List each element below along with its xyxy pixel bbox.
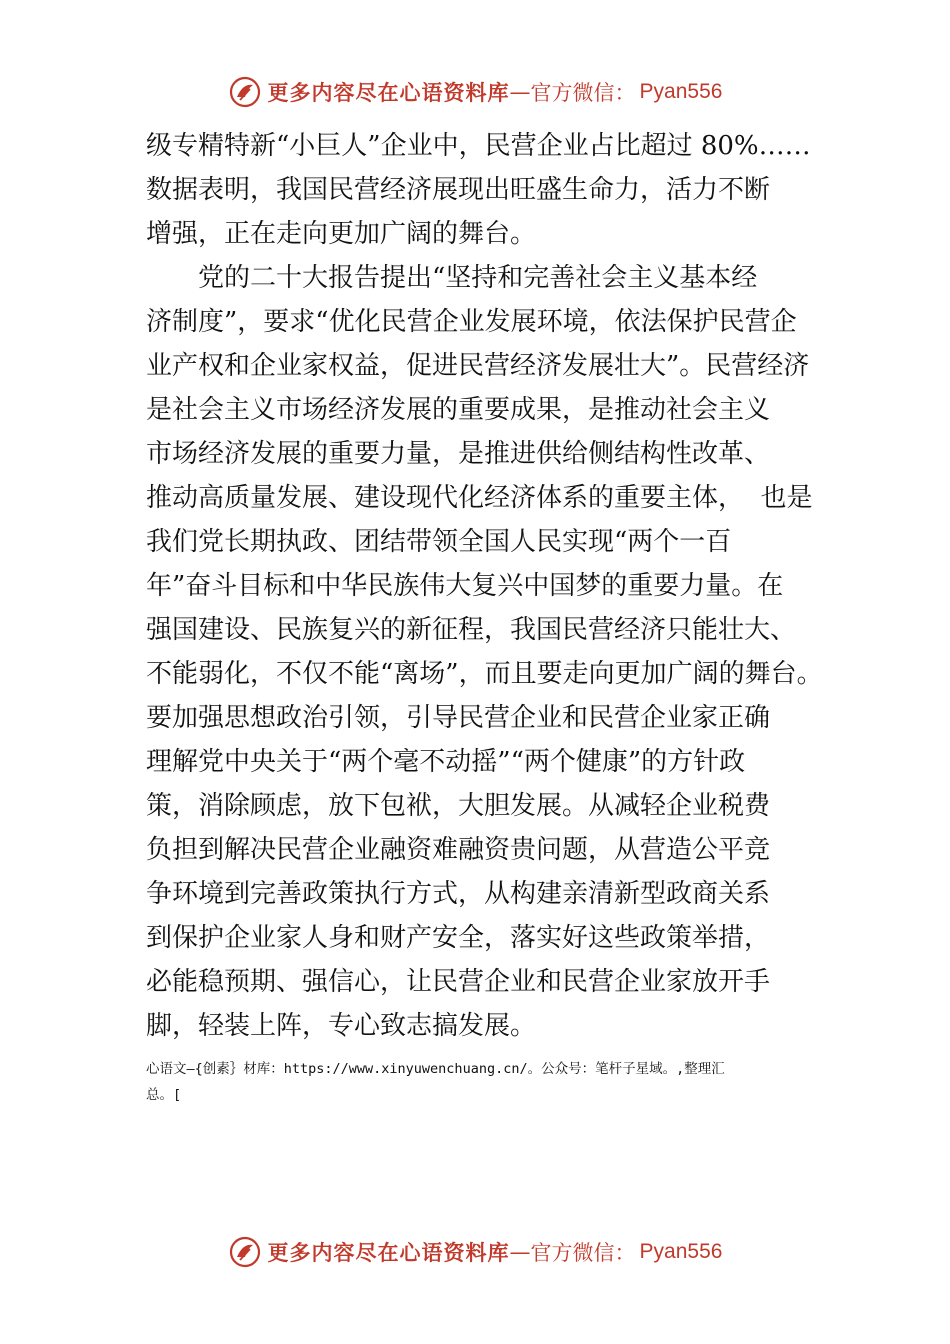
- body-line: 争环境到完善政策执行方式，从构建亲清新型政商关系: [146, 879, 771, 909]
- body-line: 级专精特新“小巨人”企业中，民营企业占比超过 80%……: [146, 131, 811, 161]
- body-line: 数据表明，我国民营经济展现出旺盛生命力，活力不断: [146, 175, 771, 205]
- body-line: 不能弱化，不仅不能“离场”，而且要走向更加广阔的舞台。: [146, 659, 823, 689]
- body-line: 业产权和企业家权益，促进民营经济发展壮大”。民营经济: [146, 351, 810, 381]
- banner-wechat-id: Pyan556: [639, 80, 723, 103]
- source-note-line-2: 总。[: [146, 1087, 182, 1103]
- body-line: 年”奋斗目标和中华民族伟大复兴中国梦的重要力量。在: [146, 571, 784, 601]
- body-line: 市场经济发展的重要力量，是推进供给侧结构性改革、: [146, 439, 771, 469]
- banner-separator: —: [509, 1240, 531, 1264]
- footer-banner: [0, 1230, 950, 1274]
- brand-logo-icon: [228, 75, 262, 109]
- body-line: 脚，轻装上阵，专心致志搞发展。: [146, 1011, 537, 1041]
- banner-wechat-label: 官方微信：: [530, 1241, 636, 1265]
- body-line: 济制度”，要求“优化民营企业发展环境，依法保护民营企: [146, 307, 797, 337]
- body-line: 党的二十大报告提出“坚持和完善社会主义基本经: [198, 263, 758, 293]
- banner-wechat-label: 官方微信：: [530, 81, 636, 105]
- banner-main-text: 更多内容尽在心语资料库: [267, 1241, 510, 1265]
- source-note-line-1: 心语文—{创素｝材库：https://www.xinyuwenchuang.cn/。公众号：笔杆子星域。,整理汇: [146, 1061, 725, 1077]
- body-line: 必能稳预期、强信心，让民营企业和民营企业家放开手: [146, 967, 771, 997]
- header-banner: [0, 70, 950, 114]
- body-line: 策，消除顾虑，放下包袱，大胆发展。从减轻企业税费: [146, 791, 771, 821]
- body-line: 要加强思想政治引领，引导民营企业和民营企业家正确: [146, 703, 771, 733]
- body-line: 我们党长期执政、团结带领全国人民实现“两个一百: [146, 527, 732, 557]
- banner-main-text: 更多内容尽在心语资料库: [267, 81, 510, 105]
- source-note: [146, 1056, 846, 1108]
- brand-logo-icon: [228, 1235, 262, 1269]
- banner-wechat-id: Pyan556: [639, 1240, 723, 1263]
- body-line: 是社会主义市场经济发展的重要成果，是推动社会主义: [146, 395, 771, 425]
- body-line: 负担到解决民营企业融资难融资贵问题，从营造公平竞: [146, 835, 771, 865]
- body-line: 增强，正在走向更加广阔的舞台。: [146, 219, 537, 249]
- body-line: 理解党中央关于“两个毫不动摇”“两个健康”的方针政: [146, 747, 746, 777]
- body-line: 强国建设、民族复兴的新征程，我国民营经济只能壮大、: [146, 615, 797, 645]
- article-body: [146, 124, 846, 1048]
- body-line: 推动高质量发展、建设现代化经济体系的重要主体， 也是: [146, 483, 813, 513]
- body-line: 到保护企业家人身和财产安全，落实好这些政策举措，: [146, 923, 771, 953]
- banner-separator: —: [509, 80, 531, 104]
